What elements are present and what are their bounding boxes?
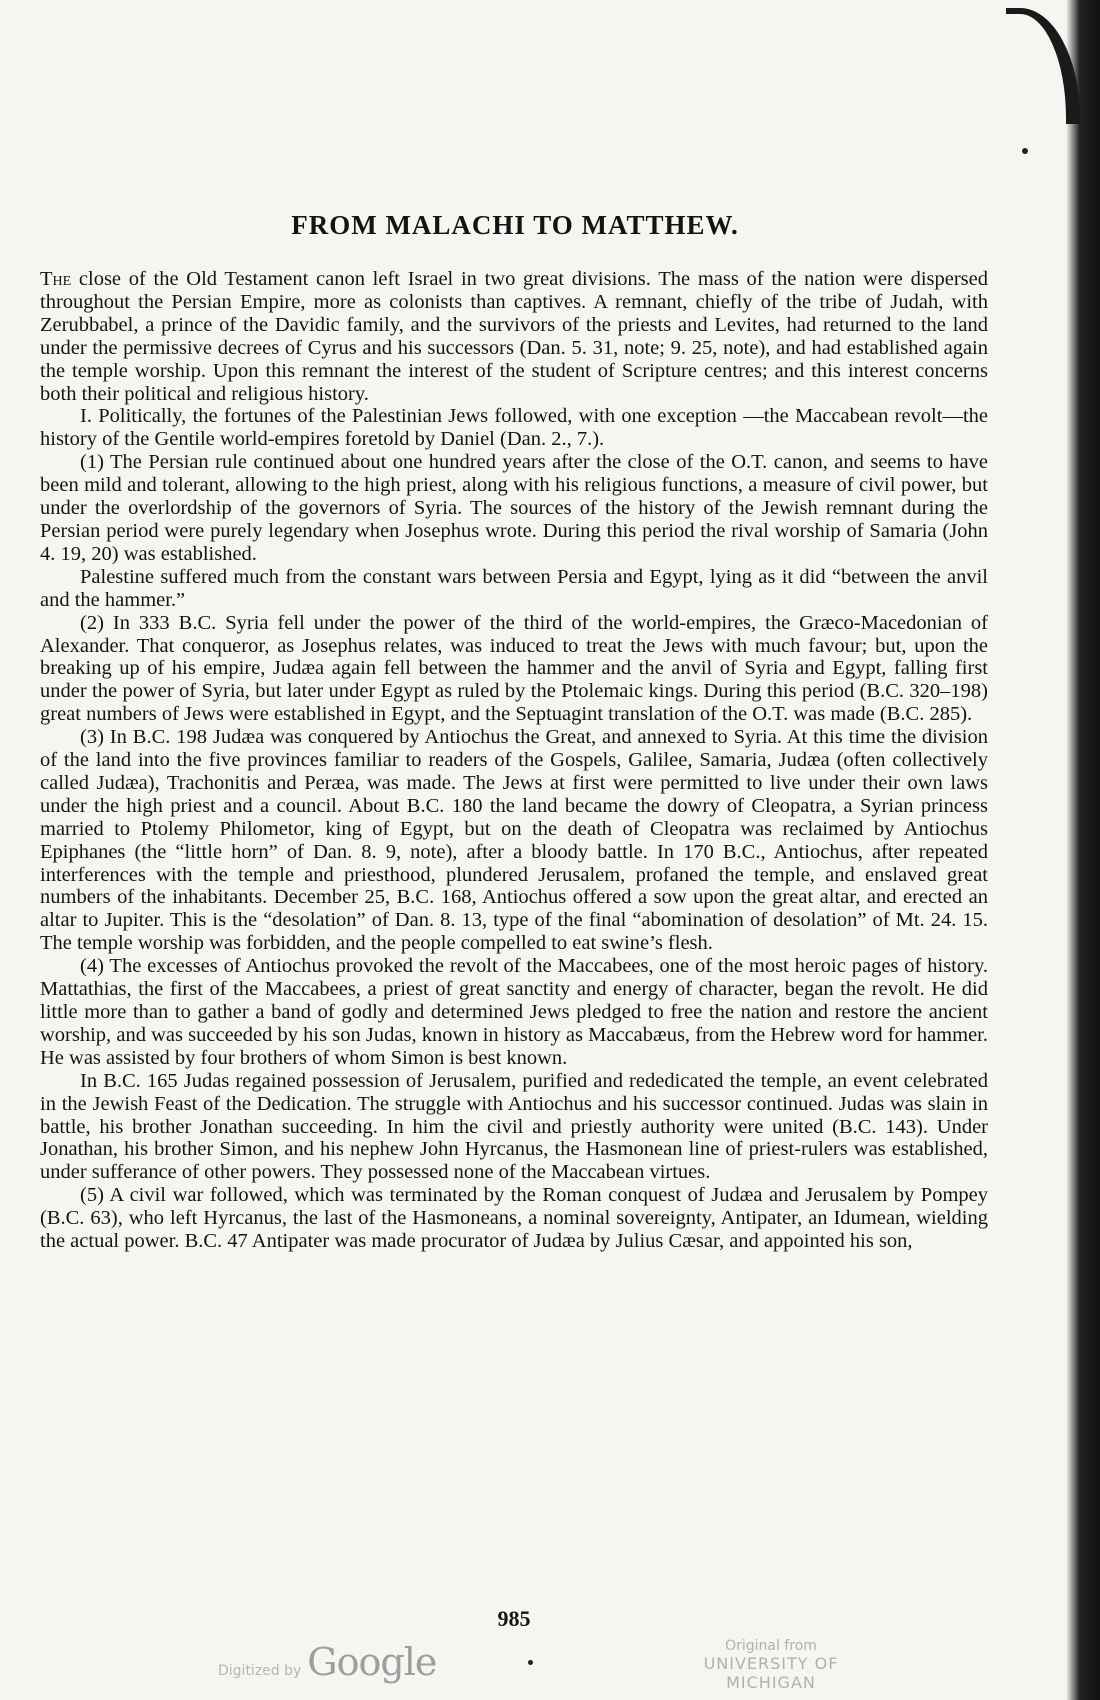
paragraph: (1) The Persian rule continued about one hundred years after the close of the O.T. canon, and seems to have been mild and tolerant, allowing to the high priest, along with his religious functions, a measure of civil power, but under the overlordship of the governors of Syria. The sources of the history of the Jewish remnant during the Persian period were purely legendary when Josephus wrote. During this period the rival worship of Samaria (John 4. 19, 20) was established. bbox=[40, 451, 988, 565]
paragraph: In B.C. 165 Judas regained possession of Jerusalem, purified and rededicated the temple, an event celebrated in the Jewish Feast of the Dedication. The struggle with Antiochus and his successor continued. Judas was slain in battle, his brother Jonathan succeeding. In him the civil and priestly authority were united (B.C. 143). Under Jonathan, his brother Simon, and his nephew John Hyrcanus, the Hasmonean line of priest-rulers was established, under sufferance of other powers. They possessed none of the Maccabean virtues. bbox=[40, 1069, 988, 1184]
original-from-label: Original from bbox=[725, 1638, 817, 1654]
lead-word: The bbox=[40, 268, 72, 290]
paragraph-text: close of the Old Testament canon left Israel in two great divisions. The mass of the nation were dispersed throughout the Persian Empire, more as colonists than captives. A remnant, chiefly of the tribe of Judah, with Zerubbabel, a prince of the Davidic family, and the survivors of the priests and Levites, had returned to the land under the permissive decrees of Cyrus and his successors (Dan. 5. 31, note; 9. 25, note), and had established again the temple worship. Upon this remnant the interest of the student of Scripture centres; and this interest concerns both their political and religious history. bbox=[40, 268, 988, 405]
paragraph: Palestine suffered much from the constant wars between Persia and Egypt, lying as it did “between the anvil and the hammer.” bbox=[40, 565, 988, 611]
original-from-watermark bbox=[656, 1638, 886, 1692]
paragraph: (5) A civil war followed, which was terminated by the Roman conquest of Judæa and Jerusalem by Pompey (B.C. 63), who left Hyrcanus, the last of the Hasmoneans, a nominal sovereignty, Antipater, an Idumean, wielding the actual power. B.C. 47 Antipater was made procurator of Judæa by Julius Cæsar, and appointed his son, bbox=[40, 1184, 988, 1253]
paragraph: I. Politically, the fortunes of the Palestinian Jews followed, with one exception —the Maccabean revolt—the history of the Gentile world-empires foretold by Daniel (Dan. 2., 7.). bbox=[40, 405, 988, 451]
paragraph bbox=[40, 268, 988, 405]
page-edge-shadow bbox=[1066, 0, 1100, 1700]
google-logo: Google bbox=[307, 1640, 437, 1684]
ink-spot bbox=[528, 1660, 533, 1665]
paragraph: (4) The excesses of Antiochus provoked the revolt of the Maccabees, one of the most heroic pages of history. Mattathias, the first of the Maccabees, a priest of great sanctity and energy of character, began the revolt. He did little more than to gather a band of godly and determined Jews pledged to free the nation and restore the ancient worship, and was succeeded by his son Judas, known in history as Maccabæus, from the Hebrew word for hammer. He was assisted by four brothers of whom Simon is best known. bbox=[40, 955, 988, 1069]
body-text bbox=[40, 268, 988, 1253]
digitized-by-watermark bbox=[218, 1640, 436, 1684]
paragraph: (2) In 333 B.C. Syria fell under the power of the third of the world-empires, the Græco-Macedonian of Alexander. That conqueror, as Josephus relates, was induced to treat the Jews with much favour; but, upon the breaking up of his empire, Judæa again fell between the hammer and the anvil of Syria and Egypt, falling first under the power of Syria, but later under Egypt as ruled by the Ptolemaic kings. During this period (B.C. 320–198) great numbers of Jews were established in Egypt, and the Septuagint translation of the O.T. was made (B.C. 285). bbox=[40, 611, 988, 726]
ink-spot bbox=[1022, 148, 1028, 154]
page-title: FROM MALACHI TO MATTHEW. bbox=[291, 210, 739, 240]
digitized-by-label: Digitized by bbox=[218, 1663, 302, 1679]
page-number: 985 bbox=[497, 1606, 531, 1631]
paragraph: (3) In B.C. 198 Judæa was conquered by Antiochus the Great, and annexed to Syria. At this time the division of the land into the five provinces familiar to readers of the Gospels, Galilee, Samaria, Judæa (often collectively called Judæa), Trachonitis and Peræa, was made. The Jews at first were permitted to live under their own laws under the high priest and a council. About B.C. 180 the land became the dowry of Cleopatra, a Syrian princess married to Ptolemy Philometor, king of Egypt, but on the death of Cleopatra was reclaimed by Antiochus Epiphanes (the “little horn” of Dan. 8. 9, note), after a bloody battle. In 170 B.C., Antiochus, after repeated interferences with the temple and priesthood, plundered Jerusalem, profaned the temple, and enslaved great numbers of the inhabitants. December 25, B.C. 168, Antiochus offered a sow upon the great altar, and erected an altar to Jupiter. This is the “desolation” of Dan. 8. 13, type of the final “abomination of desolation” of Mt. 24. 15. The temple worship was forbidden, and the people compelled to eat swine’s flesh. bbox=[40, 726, 988, 955]
institution-name: UNIVERSITY OF MICHIGAN bbox=[703, 1654, 839, 1692]
